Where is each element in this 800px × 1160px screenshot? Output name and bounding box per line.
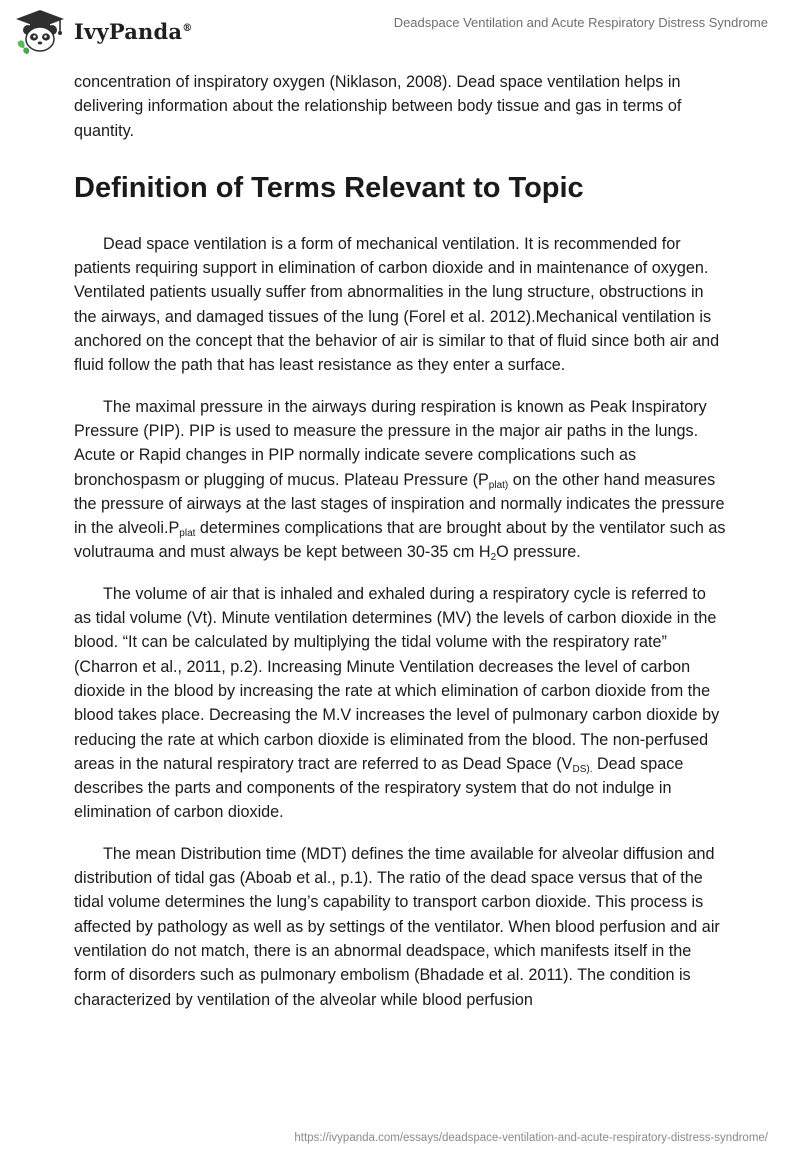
page-header xyxy=(0,0,800,70)
paragraph: Dead space ventilation is a form of mechanical ventilation. It is recommended for patients requiring support in elimination of carbon dioxide and in maintenance of oxygen. Ventilated patients usually suffer from abnormalities in the lung structure, obstructions in the airways, and damaged tissues of the lung (Forel et al. 2012).Mechanical ventilation is anchored on the concept that the behavior of air is similar to that of fluid since both air and fluid follow the path that has least resistance as they enter a surface. xyxy=(74,234,720,375)
paragraph: The mean Distribution time (MDT) defines the time available for alveolar diffusion and distribution of tidal gas (Aboab et al., p.1). The ratio of the dead space versus that of the tidal volume determines the lung’s capability to transport carbon dioxide. This process is affected by pathology as well as by settings of the ventilator. When blood perfusion and air ventilation do not match, there is an abnormal deadspace, which manifests itself in the form of disorders such as pulmonary embolism (Bhadade et al. 2011). The condition is characterized by ventilation of the alveolar while blood perfusion xyxy=(74,844,720,1009)
source-url-link[interactable]: https://ivypanda.com/essays/deadspace-ventilation-and-acute-respiratory-distress-syndrome/ xyxy=(294,1132,768,1144)
paragraph: The volume of air that is inhaled and exhaled during a respiratory cycle is referred to as tidal volume (Vt). Minute ventilation determines (MV) the levels of carbon dioxide in the blood. “It can be calculated by multiplying the tidal volume with the respiratory rate” (Charron et al., 2011, p.2). Increasing Minute Ventilation decreases the level of carbon dioxide in the blood by increasing the rate at which elimination of carbon dioxide from the blood takes place. Decreasing the M.V increases the level of pulmonary carbon dioxide by reducing the rate at which carbon dioxide is eliminated from the blood. The non-perfused areas in the natural respiratory tract are referred to as Dead Space ($V_{DS).}$ Dead space describes the parts and components of the respiratory system that do not indulge in elimination of carbon dioxide. xyxy=(74,584,720,822)
ivypanda-logo[interactable] xyxy=(14,8,192,54)
paragraph-continuation: concentration of inspiratory oxygen (Niklason, 2008). Dead space ventilation helps in delivering information about the relationship between body tissue and gas in terms of quantity. xyxy=(74,73,682,140)
paragraph: The maximal pressure in the airways during respiration is known as Peak Inspiratory Pressure (PIP). PIP is used to measure the pressure in the major air paths in the lungs. Acute or Rapid changes in PIP normally indicate severe complications such as bronchospasm or plugging of mucus. Plateau Pressure ($P_{plat)}$ on the other hand measures the pressure of airways at the last stages of inspiration and normally indicates the pressure in the $alveoli.P_{plat}$ determines complications that are brought about by the ventilator such as volutrauma and must always be kept between 30-35 cm $H_2O$ pressure. xyxy=(74,397,726,564)
section-heading: Definition of Terms Relevant to Topic xyxy=(74,171,584,204)
document-title: Deadspace Ventilation and Acute Respiratory Distress Syndrome xyxy=(393,15,768,30)
panda-graduate-icon xyxy=(14,8,66,54)
essay-body xyxy=(74,70,726,1029)
brand-name: IvyPanda® xyxy=(74,18,193,44)
